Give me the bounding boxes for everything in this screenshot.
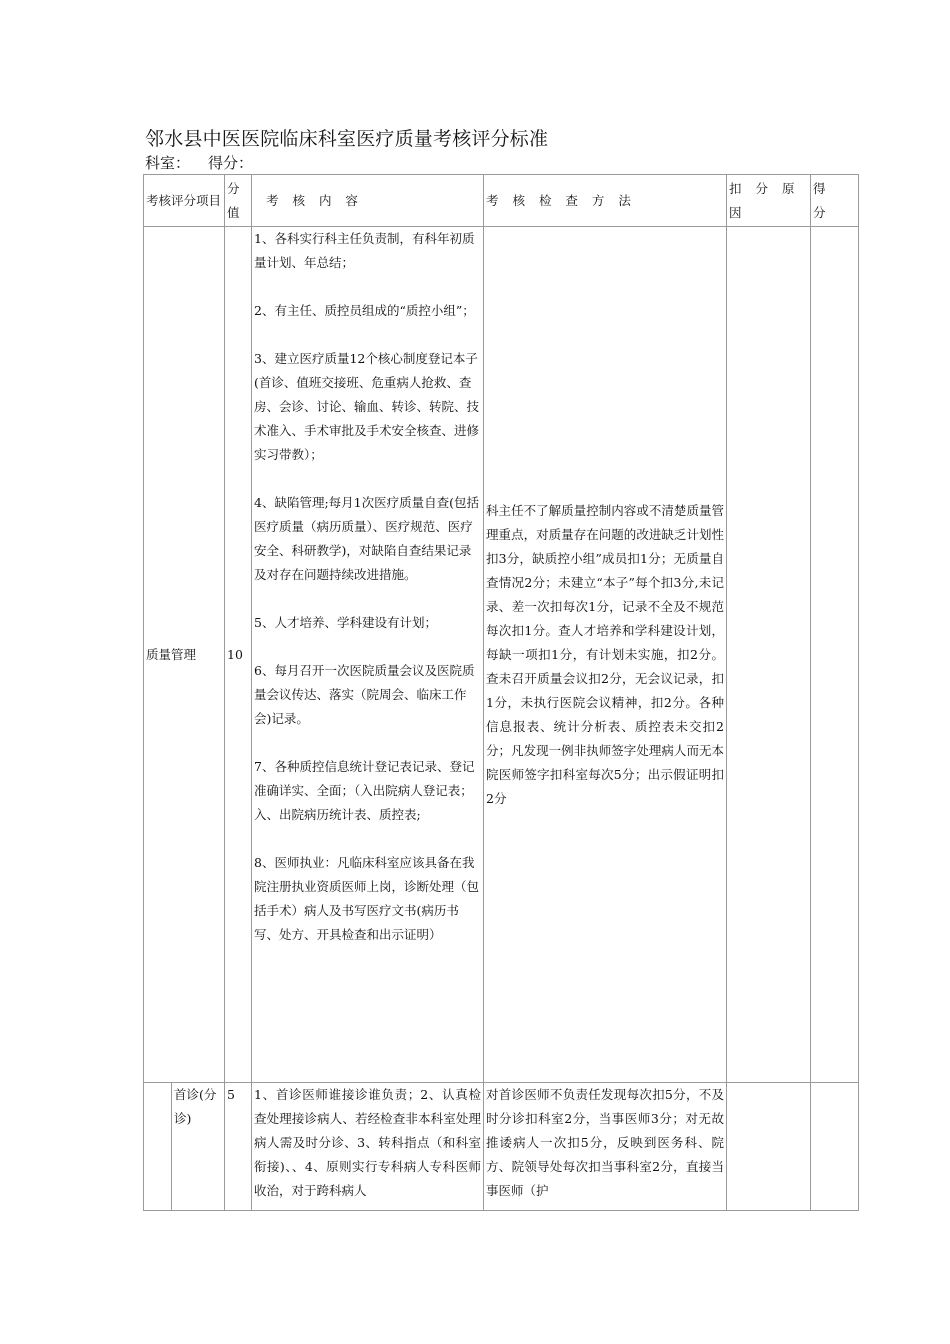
content-cell <box>252 227 484 1083</box>
method-cell: 科主任不了解质量控制内容或不清楚质量管理重点，对质量存在问题的改进缺乏计划性扣3分，缺质控小组”成员扣1分；无质量自查情况2分；未建立“本子”每个扣3分,未记录、差一次扣每次1分，记录不全及不规范每次扣1分。查人才培养和学科建设计划，每缺一项扣1分，有计划未实施，扣2分。查未召开质量会议扣2分，无会议记录，扣1分，未执行医院会议精神，扣2分。各种信息报表、统计分析表、质控表未交扣2分；凡发现一例非执师签字处理病人而无本院医师签字扣科室每次5分；出示假证明扣2分 <box>484 227 727 1083</box>
score-cell <box>811 227 859 1083</box>
header-item: 考核评分项目 <box>144 175 225 227</box>
reason-cell <box>727 1083 811 1211</box>
score-label: 得分： <box>208 154 254 172</box>
method-cell: 对首诊医师不负责任发现每次扣5分，不及时分诊扣科室2分，当事医师3分；对无故推诿病人一次扣5分，反映到医务科、院方、院领导处每次扣当事科室2分，直接当事医师（护 <box>484 1083 727 1211</box>
content-item: 4、缺陷管理;每月1次医疗质量自查(包括医疗质量（病历质量）、医疗规范、医疗安全、科研教学)，对缺陷自查结果记录及对存在问题持续改进措施。 <box>254 495 480 582</box>
content-cell: 1、首诊医师谁接诊谁负责；2、认真检查处理接诊病人、若经检查非本科室处理病人需及时分诊、3、转科指点（和科室衔接)、、4、原则实行专科病人专科医师收治，对于跨科病人 <box>252 1083 484 1211</box>
content-item: 5、人才培养、学科建设有计划； <box>254 615 437 630</box>
content-item: 3、建立医疗质量12个核心制度登记本子(首诊、值班交接班、危重病人抢救、查房、会诊、讨论、输血、转诊、转院、技术准入、手术审批及手术安全核查、进修实习带教）； <box>254 351 480 462</box>
group-cell <box>144 1083 172 1211</box>
header-method: 考 核 检 查 方 法 <box>484 175 727 227</box>
content-item: 6、每月召开一次医院质量会议及医院质量会议传达、落实（院周会、临床工作会)记录。 <box>254 663 475 726</box>
header-reason: 扣 分 原 因 <box>727 175 811 227</box>
header-row <box>144 175 859 227</box>
score-cell <box>811 1083 859 1211</box>
item-cell: 质量管理 <box>144 227 225 1083</box>
item-cell: 首诊(分诊) <box>172 1083 225 1211</box>
content-item: 2、有主任、质控员组成的“质控小组”； <box>254 303 475 318</box>
assessment-table <box>143 174 859 1211</box>
dept-label: 科室： <box>145 154 191 172</box>
value-cell: 5 <box>225 1083 252 1211</box>
header-content: 考 核 内 容 <box>252 175 484 227</box>
header-score: 得 分 <box>811 175 859 227</box>
document-title: 邻水县中医医院临床科室医疗质量考核评分标准 <box>145 128 549 150</box>
reason-cell <box>727 227 811 1083</box>
content-item: 8、医师执业：凡临床科室应该具备在我院注册执业资质医师上岗，诊断处理（包括手术）病人及书写医疗文书(病历书写、处方、开具检查和出示证明） <box>254 855 480 942</box>
table-row <box>144 1083 859 1211</box>
content-item: 7、各种质控信息统计登记表记录、登记准确详实、全面；（入出院病人登记表；入、出院病历统计表、质控表; <box>254 759 475 822</box>
header-value: 分值 <box>225 175 252 227</box>
value-cell: 10 <box>225 227 252 1083</box>
table-row <box>144 227 859 1083</box>
content-item: 1、各科实行科主任负责制，有科年初质量计划、年总结； <box>254 231 475 270</box>
dept-score-line <box>145 152 271 173</box>
